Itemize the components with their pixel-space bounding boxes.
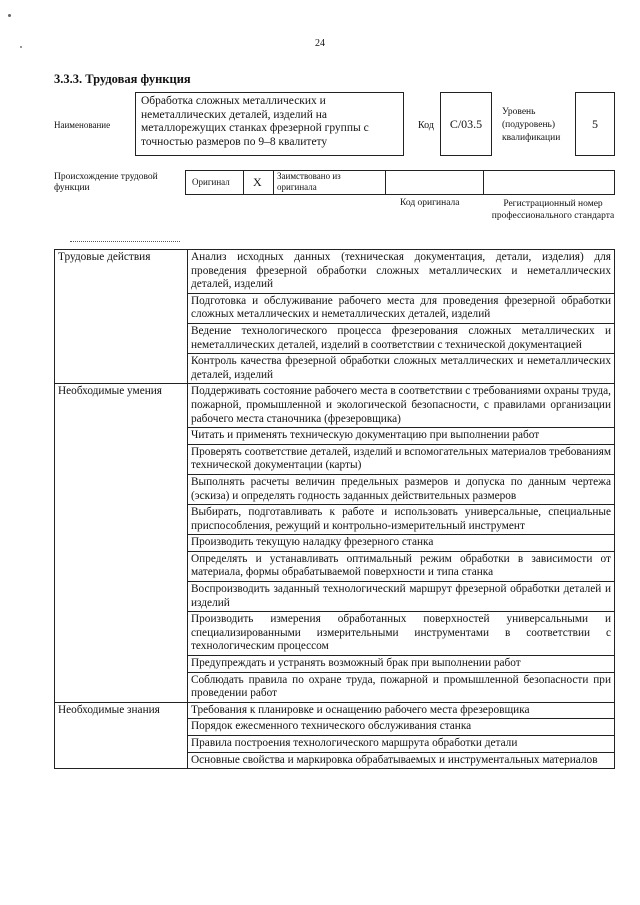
table-cell: Определять и устанавливать оптимальный режим обработки в зависимости от материала, формы обрабатываемой поверхности и типа станка: [188, 551, 615, 581]
original-mark: X: [253, 175, 262, 189]
page-number: 24: [315, 38, 325, 49]
table-cell: Контроль качества фрезерной обработки сложных металлических и неметаллических деталей, изделий: [188, 354, 615, 384]
code-value-box: [440, 92, 492, 156]
table-cell: Правила построения технологического маршрута обработки детали: [188, 736, 615, 753]
category-cell: Трудовые действия: [55, 250, 188, 384]
table-cell: Соблюдать правила по охране труда, пожарной и промышленной безопасности при проведении работ: [188, 672, 615, 702]
table-row: [55, 250, 615, 294]
level-value: 5: [592, 116, 598, 131]
table-cell: Предупреждать и устранять возможный брак при выполнении работ: [188, 656, 615, 673]
table-cell: Выбирать, подготавливать к работе и использовать универсальные, специальные приспособления, режущий и контрольно-измерительный инструмент: [188, 505, 615, 535]
table-cell: Воспроизводить заданный технологический маршрут фрезерной обработки деталей и изделий: [188, 582, 615, 612]
name-value-box: [135, 92, 404, 156]
table-cell: Проверять соответствие деталей, изделий и вспомогательных материалов требованиям технической документации (карты): [188, 444, 615, 474]
code-label: Код: [418, 120, 434, 131]
scan-dot: [8, 14, 11, 17]
table-cell: Выполнять расчеты величин предельных размеров и допуска по данным чертежа (эскиза) и определять годность заданных действительных размеров: [188, 474, 615, 504]
original-mark-cell: [244, 171, 274, 194]
table-cell: Ведение технологического процесса фрезерования сложных металлических и неметаллических деталей, изделий в соответствии с технической документацией: [188, 323, 615, 353]
table-row: [55, 702, 615, 719]
table-cell: Основные свойства и маркировка обрабатываемых и инструментальных материалов: [188, 752, 615, 769]
table-cell: Подготовка и обслуживание рабочего места для проведения фрезерной обработки сложных металлических и неметаллических деталей, изделий: [188, 293, 615, 323]
table-cell: Анализ исходных данных (техническая документация, детали, изделия) для проведения фрезерной обработки сложных металлических и неметаллических деталей, изделий: [188, 250, 615, 294]
table-cell: Порядок ежесменного технического обслуживания станка: [188, 719, 615, 736]
table-cell: Читать и применять техническую документацию при выполнении работ: [188, 428, 615, 445]
table-row: [55, 384, 615, 428]
function-table: [54, 249, 615, 769]
level-value-box: [575, 92, 615, 156]
origin-label: Происхождение трудовой функции: [54, 172, 158, 193]
original-label: Оригинал: [192, 177, 230, 187]
borrowed-label: Заимствовано из оригинала: [277, 171, 341, 192]
original-label-cell: [186, 171, 244, 194]
table-cell: Производить измерения обработанных поверхностей универсальными и специализированными измерительными инструментами в соответствии с технологическим процессом: [188, 612, 615, 656]
reg-number-label: Регистрационный номер профессионального стандарта: [491, 199, 615, 221]
code-value: С/03.5: [449, 116, 483, 131]
original-code-cell: [386, 171, 484, 194]
category-cell: Необходимые знания: [55, 702, 188, 768]
origin-table: [185, 170, 615, 195]
divider: [70, 241, 180, 242]
level-label: Уровень (подуровень) квалификации: [502, 107, 561, 143]
category-cell: Необходимые умения: [55, 384, 188, 702]
table-cell: Поддерживать состояние рабочего места в соответствии с требованиями охраны труда, пожарной, промышленной и экологической безопасности, с правилами организации рабочего места станочника (фрезеровщика): [188, 384, 615, 428]
name-label: Наименование: [54, 120, 111, 130]
table-cell: Требования к планировке и оснащению рабочего места фрезеровщика: [188, 702, 615, 719]
name-value: Обработка сложных металлических и неметаллических деталей, изделий на металлорежущих станках фрезерной группы с точностью размеров по 9–8 квалитету: [141, 95, 369, 148]
table-cell: Производить текущую наладку фрезерного станка: [188, 535, 615, 552]
borrowed-label-cell: [274, 171, 386, 194]
original-code-label: Код оригинала: [400, 198, 460, 208]
section-title: 3.3.3. Трудовая функция: [54, 72, 191, 86]
